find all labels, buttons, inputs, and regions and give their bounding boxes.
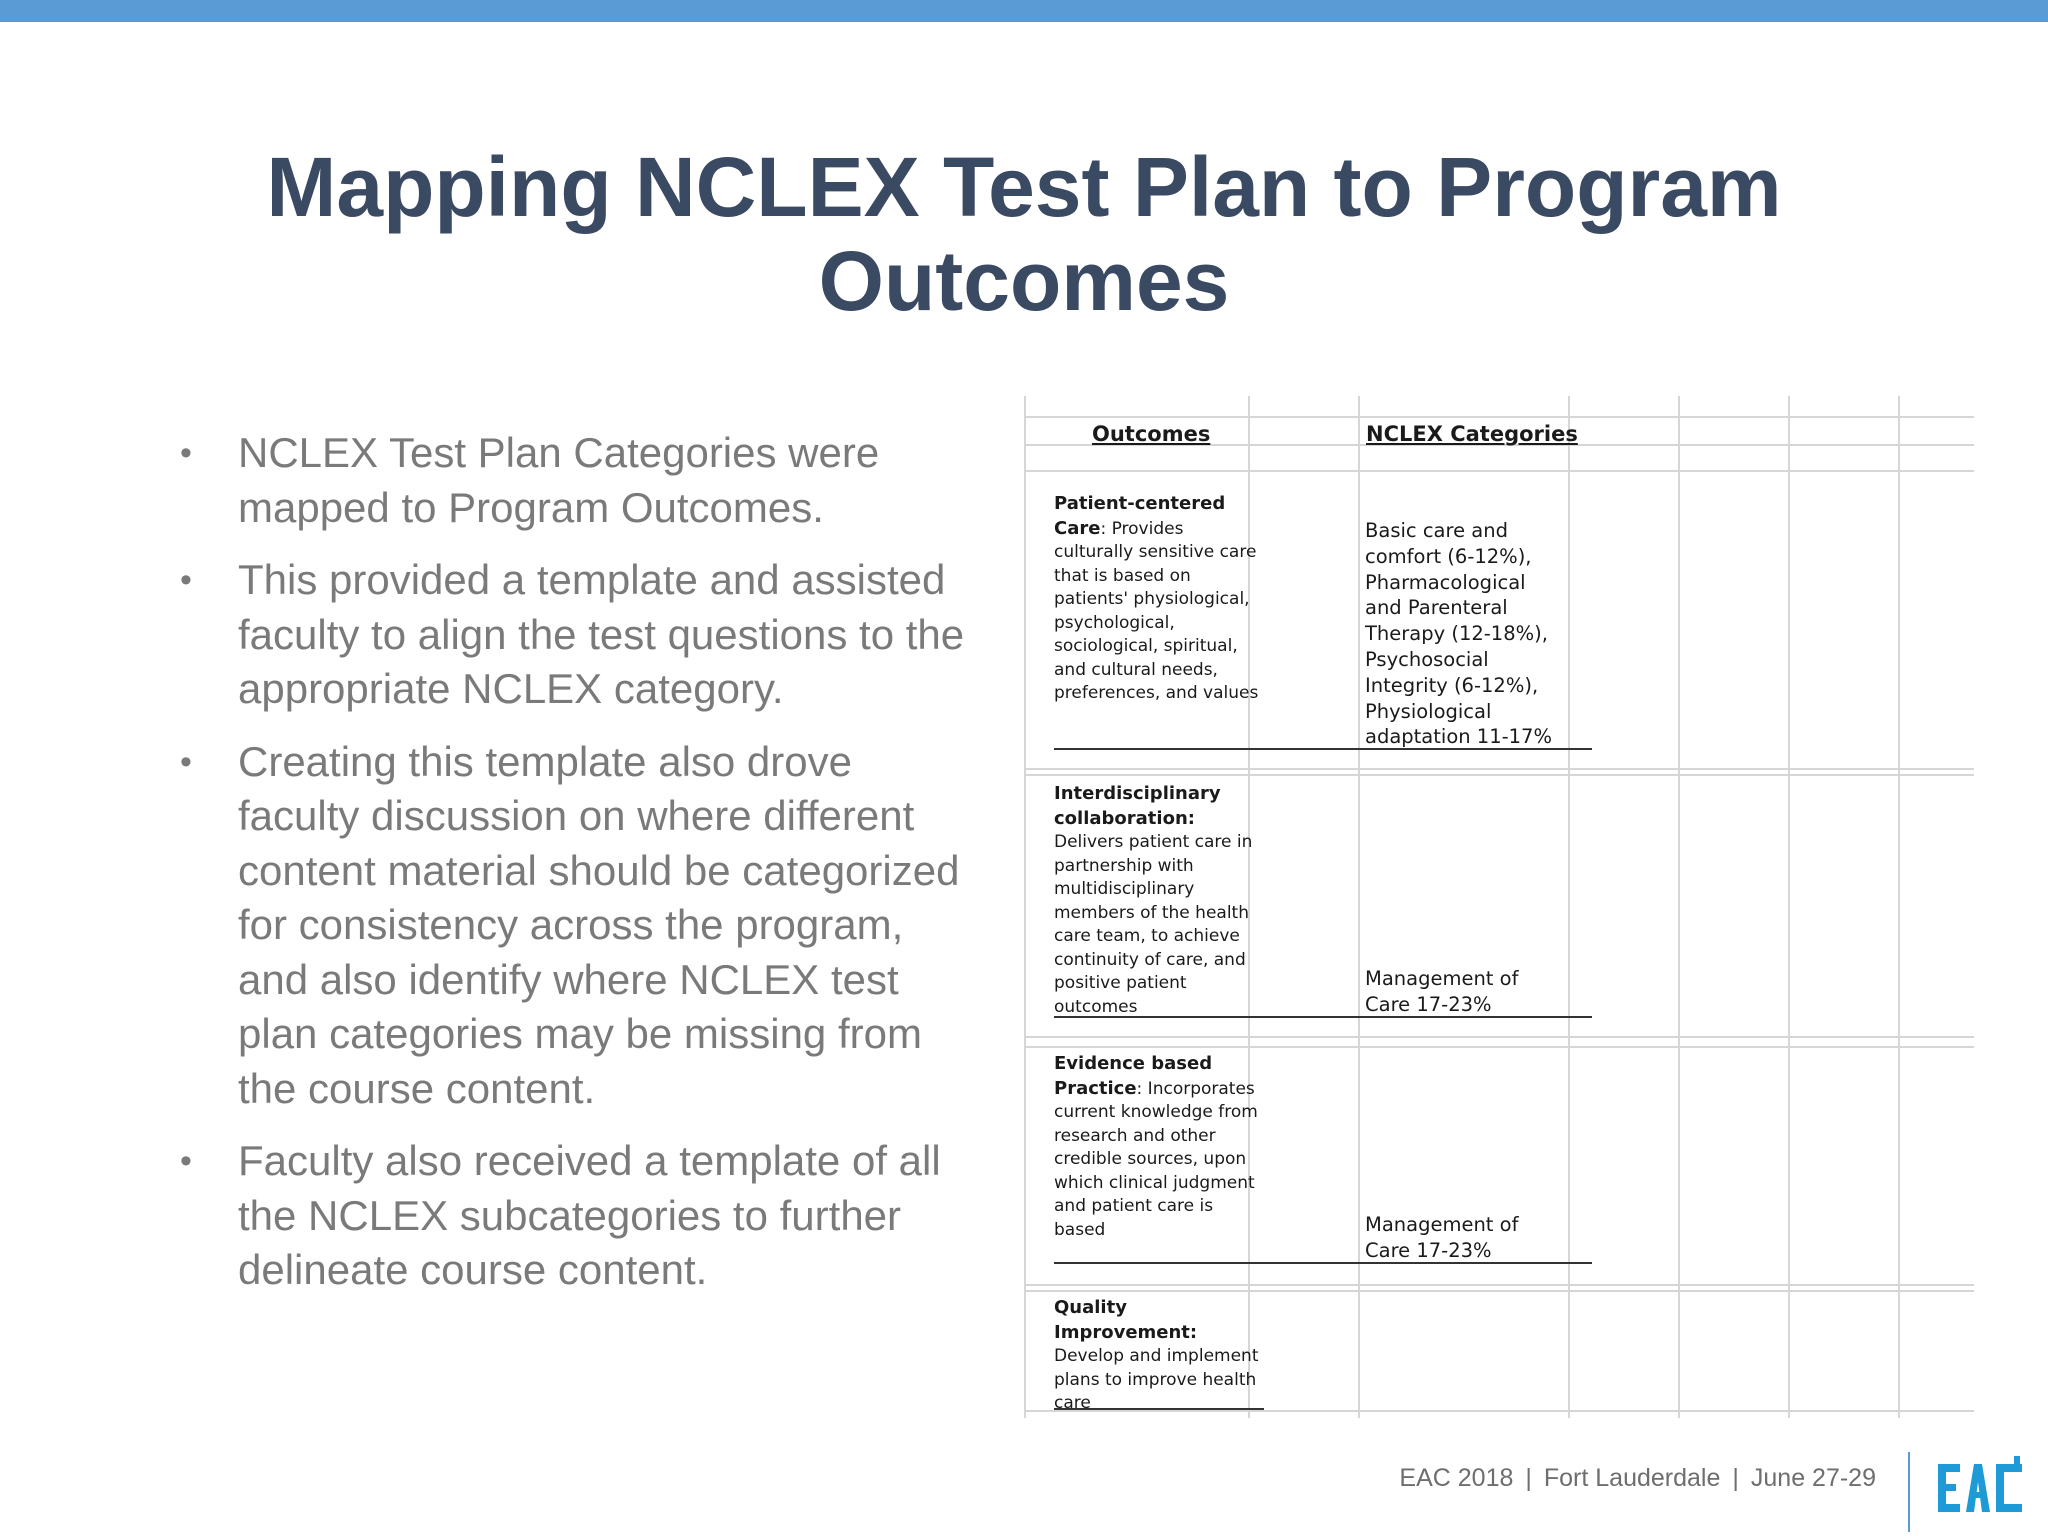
outcome-cell bbox=[1054, 1296, 1259, 1416]
table-header-outcomes: Outcomes bbox=[1092, 422, 1211, 446]
bullet-text: NCLEX Test Plan Categories were mapped to Program Outcomes. bbox=[238, 429, 880, 531]
bullet-dot: • bbox=[180, 742, 192, 781]
bullet-text: This provided a template and assisted faculty to align the test questions to the appropriate NCLEX category. bbox=[238, 556, 965, 712]
outcome-description: Delivers patient care in partnership with multidisciplinary members of the health care team, to achieve continuity of care, and positive patient outcomes bbox=[1054, 832, 1253, 1017]
grid-line bbox=[1898, 396, 1900, 1418]
slide-title-line-2: Outcomes bbox=[818, 234, 1230, 328]
bullet-item-4 bbox=[180, 1134, 980, 1298]
footer-divider bbox=[1908, 1452, 1910, 1532]
grid-line bbox=[1788, 396, 1790, 1418]
bullet-text: Faculty also received a template of all the NCLEX subcategories to further delineate course content. bbox=[238, 1137, 941, 1293]
outcome-cell bbox=[1054, 782, 1259, 1019]
eac-logo-icon bbox=[1936, 1452, 2026, 1524]
footer-separator: | bbox=[1732, 1464, 1739, 1492]
footer bbox=[1399, 1464, 1876, 1493]
outcome-cell bbox=[1054, 492, 1259, 706]
outcome-title: Evidence based Practice bbox=[1054, 1053, 1213, 1099]
grid-line bbox=[1358, 396, 1360, 1418]
grid-line bbox=[1024, 1290, 1974, 1292]
bullet-item-1 bbox=[180, 426, 980, 535]
slide-title bbox=[150, 140, 1898, 328]
bullet-text: Creating this template also drove faculty discussion on where different content material should be categorized for consistency across the program, and also identify where NCLEX test plan categories may be missing from the course content. bbox=[238, 737, 960, 1112]
grid-line bbox=[1568, 396, 1570, 1418]
bullet-dot: • bbox=[180, 1142, 192, 1180]
category-cell: Management of Care 17-23% bbox=[1365, 1213, 1519, 1262]
outcome-description: : Incorporates current knowledge from research and other credible sources, upon which clinical judgment and patient care is based bbox=[1054, 1078, 1258, 1240]
mapping-table-image bbox=[1022, 396, 1976, 1418]
grid-line bbox=[1024, 1284, 1974, 1286]
bullet-item-2 bbox=[180, 553, 980, 717]
grid-line bbox=[1024, 1046, 1974, 1048]
grid-line bbox=[1024, 774, 1974, 776]
top-accent-bar bbox=[0, 0, 2048, 22]
grid-line bbox=[1024, 768, 1974, 770]
slide-title-line-1: Mapping NCLEX Test Plan to Program bbox=[266, 140, 1782, 234]
outcome-title: Interdisciplinary collaboration: bbox=[1054, 783, 1221, 829]
footer-location: Fort Lauderdale bbox=[1543, 1464, 1721, 1492]
grid-line bbox=[1024, 396, 1026, 1418]
outcome-description: Develop and implement plans to improve health care bbox=[1054, 1346, 1259, 1413]
outcome-title: Quality Improvement: bbox=[1054, 1297, 1198, 1343]
grid-line bbox=[1024, 1036, 1974, 1038]
bullet-dot: • bbox=[180, 561, 192, 599]
outcome-cell bbox=[1054, 1052, 1259, 1242]
footer-separator: | bbox=[1525, 1464, 1532, 1492]
outcome-description: : Provides culturally sensitive care that is based on patients' physiological, psychological, sociological, spiritual, and cultural needs, preferences, and values bbox=[1054, 518, 1259, 703]
table-header-nclex-categories: NCLEX Categories bbox=[1366, 422, 1578, 446]
bullet-list bbox=[180, 426, 980, 1316]
category-cell: Management of Care 17-23% bbox=[1365, 967, 1519, 1016]
outcome-title: Patient-centered Care bbox=[1054, 493, 1226, 539]
grid-line bbox=[1678, 396, 1680, 1418]
footer-dates: June 27-29 bbox=[1750, 1464, 1876, 1492]
grid-line bbox=[1024, 416, 1974, 418]
category-cell: Basic care and comfort (6-12%), Pharmacological and Parenteral Therapy (12-18%), Psychosocial Integrity (6-12%), Physiological adaptation 11-17% bbox=[1365, 519, 1552, 749]
footer-event: EAC 2018 bbox=[1399, 1464, 1514, 1492]
grid-line bbox=[1024, 470, 1974, 472]
bullet-item-3 bbox=[180, 735, 980, 1117]
bullet-dot: • bbox=[180, 434, 192, 472]
